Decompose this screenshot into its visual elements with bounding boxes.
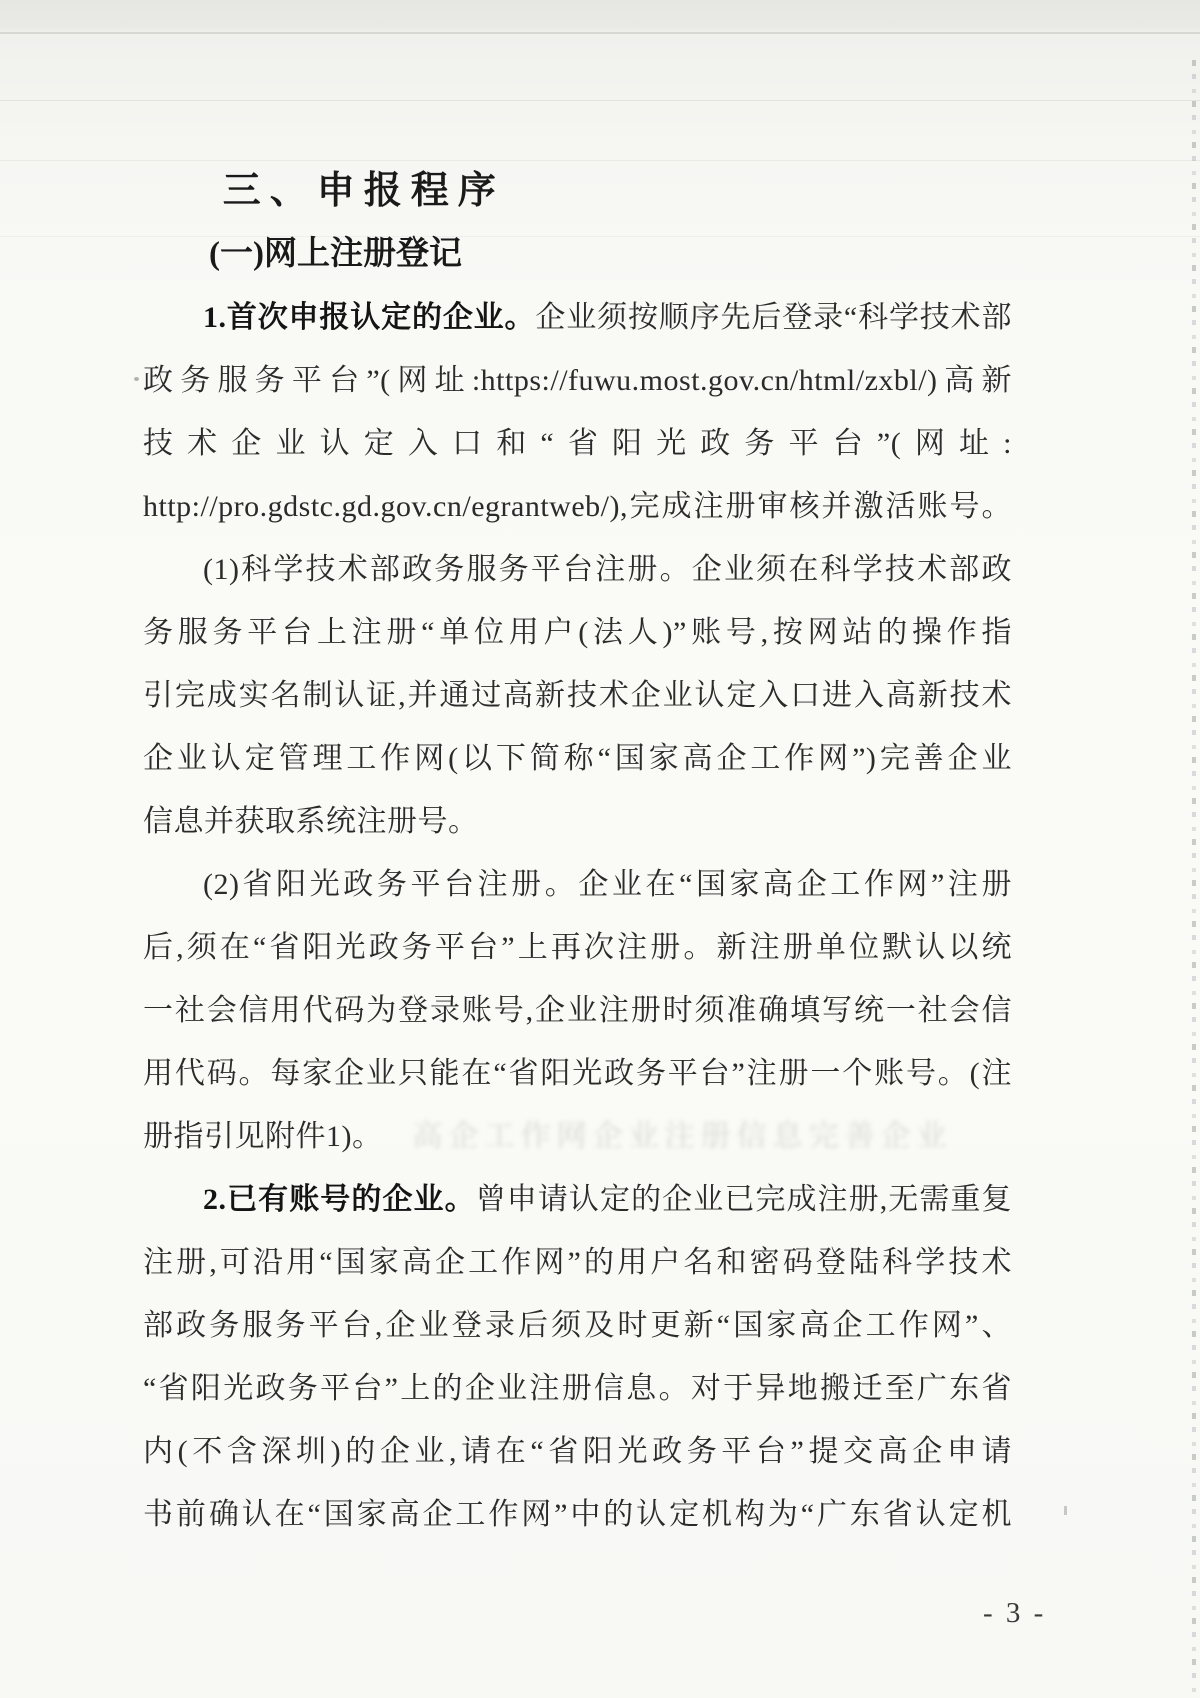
text-line: 务服务平台上注册“单位用户(法人)”账号,按网站的操作指 [143, 616, 1012, 649]
text-run: 企业须按顺序先后登录“科学技术部 [535, 301, 1012, 334]
ink-speck [1064, 1506, 1067, 1515]
text-line [143, 286, 1012, 349]
subsection-heading: (一)网上注册登记 [209, 236, 462, 272]
text-run: 曾申请认定的企业已完成注册,无需重复 [475, 1183, 1013, 1216]
text-line: 内(不含深圳)的企业,请在“省阳光政务平台”提交高企申请 [143, 1435, 1012, 1468]
text-line: 信息并获取系统注册号。 [143, 805, 479, 838]
text-line: 书前确认在“国家高企工作网”中的认定机构为“广东省认定机 [143, 1498, 1012, 1531]
text-line: 部政务服务平台,企业登录后须及时更新“国家高企工作网”、 [143, 1309, 1012, 1342]
text-line: 政务服务平台”(网址:https://fuwu.most.gov.cn/html/zxbl/)高新 [143, 364, 1012, 397]
text-line: (2)省阳光政务平台注册。企业在“国家高企工作网”注册 [203, 868, 1012, 901]
text-line: http://pro.gdstc.gd.gov.cn/egrantweb/),完成注册审核并激活账号。 [143, 490, 1012, 523]
text-line: 技术企业认定入口和“省阳光政务平台”(网址: [143, 427, 1012, 460]
text-line: 引完成实名制认证,并通过高新技术企业认定入口进入高新技术 [143, 679, 1012, 712]
text-line [143, 1168, 1012, 1231]
page-number: - 3 - [983, 1597, 1047, 1629]
text-line: 一社会信用代码为登录账号,企业注册时须准确填写统一社会信 [143, 994, 1012, 1027]
scan-streak [0, 100, 1200, 101]
text-line: 注册,可沿用“国家高企工作网”的用户名和密码登陆科学技术 [143, 1246, 1012, 1279]
text-line: 后,须在“省阳光政务平台”上再次注册。新注册单位默认以统 [143, 931, 1012, 964]
text-run: 册指引见附件1)。 [143, 1120, 383, 1153]
text-line: 用代码。每家企业只能在“省阳光政务平台”注册一个账号。(注 [143, 1057, 1012, 1090]
text-line: (1)科学技术部政务服务平台注册。企业须在科学技术部政 [203, 553, 1012, 586]
text-line [143, 1105, 1012, 1168]
bleed-through-ghost-text: 高企工作网企业注册信息完善企业 [412, 1120, 953, 1153]
text-line: “省阳光政务平台”上的企业注册信息。对于异地搬迁至广东省 [143, 1372, 1012, 1405]
scan-streak [0, 32, 1200, 34]
bold-run: 1.首次申报认定的企业。 [203, 301, 536, 334]
bold-run: 2.已有账号的企业。 [203, 1183, 476, 1216]
text-line: 企业认定管理工作网(以下简称“国家高企工作网”)完善企业 [143, 742, 1012, 775]
document-body [143, 160, 1012, 1546]
section-heading: 三、申报程序 [222, 170, 505, 212]
ink-speck [134, 377, 139, 381]
scanner-edge-artifact [1192, 60, 1196, 1698]
